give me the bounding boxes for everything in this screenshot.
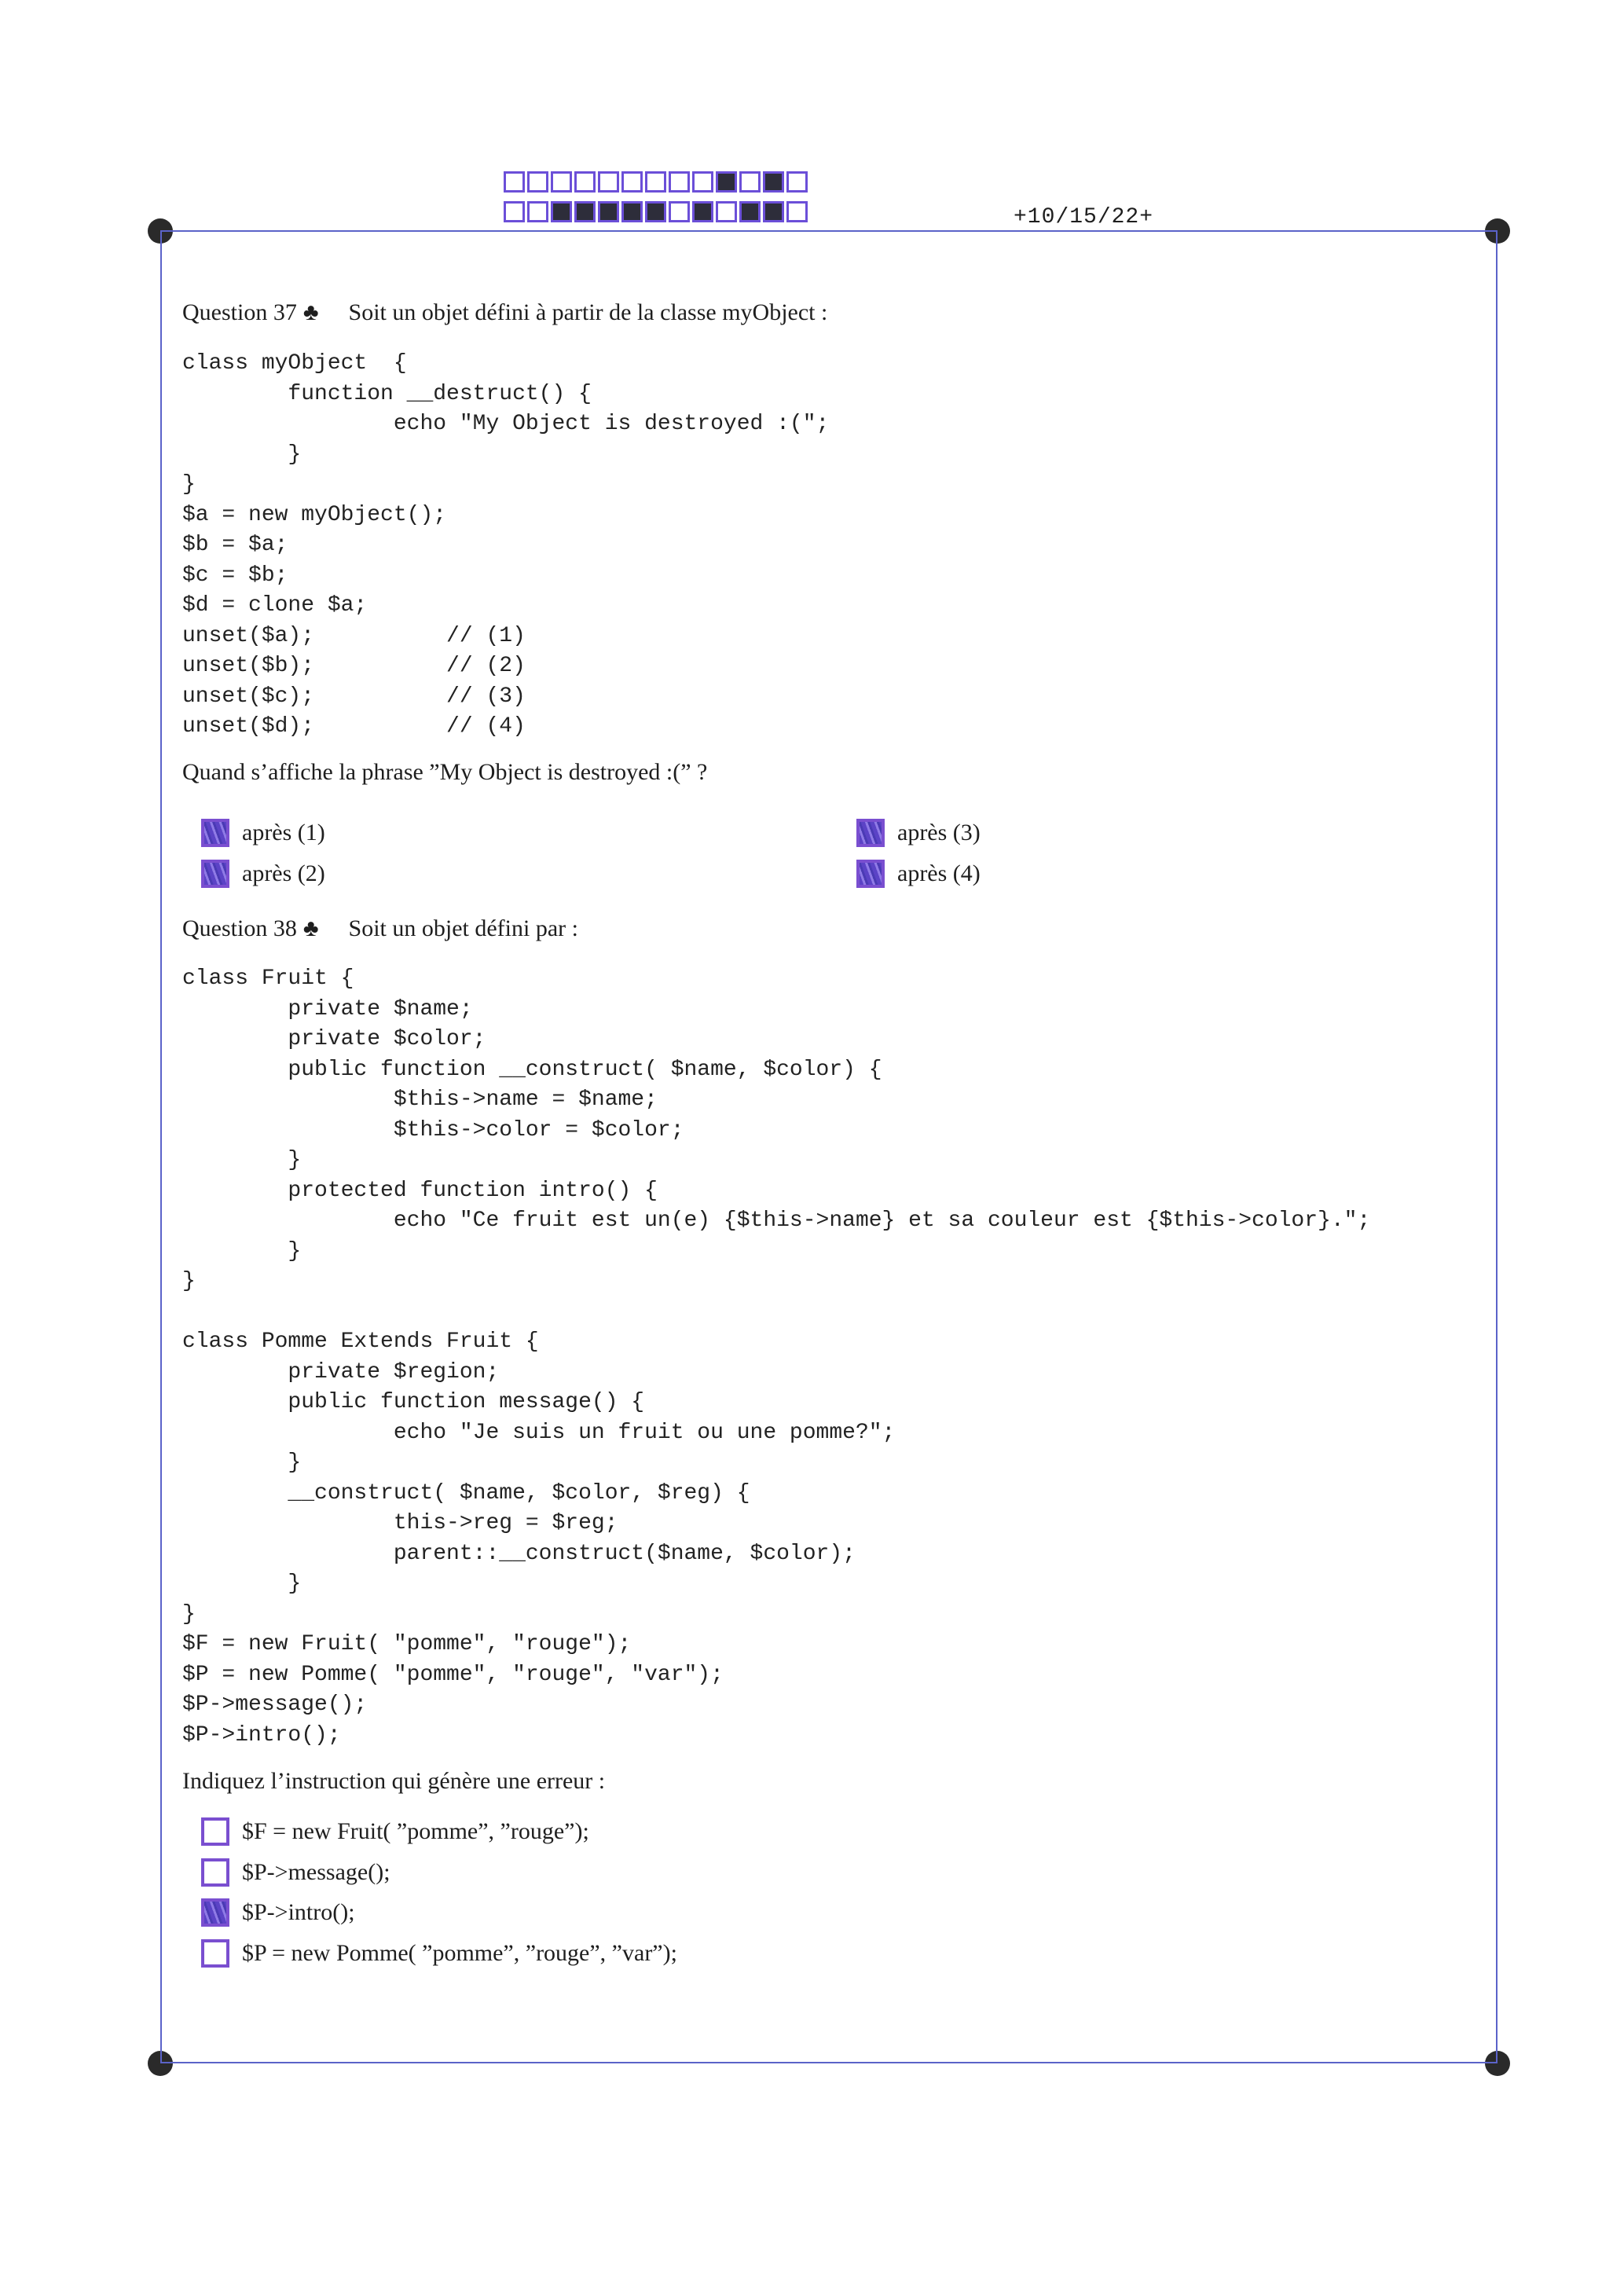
- code-cell: [786, 201, 808, 222]
- code-cell: [763, 201, 784, 222]
- answer-q38-2[interactable]: [201, 1858, 390, 1887]
- answer-q37-2[interactable]: [201, 860, 325, 888]
- question-38-header: [182, 915, 578, 942]
- answer-label: après (3): [897, 820, 981, 845]
- code-cell: [692, 201, 713, 222]
- answer-label: après (4): [897, 860, 981, 886]
- checkbox[interactable]: [856, 819, 885, 847]
- answer-q37-4[interactable]: [856, 860, 981, 888]
- code-cell: [716, 171, 737, 193]
- answer-label: $P->intro();: [242, 1899, 355, 1925]
- checkbox[interactable]: [201, 1858, 229, 1887]
- club-icon: ♣: [302, 915, 319, 941]
- code-cell: [645, 171, 666, 193]
- answer-label: après (1): [242, 820, 325, 845]
- question-prompt: Soit un objet défini par :: [348, 915, 578, 941]
- code-cell: [504, 201, 525, 222]
- club-icon: ♣: [302, 299, 319, 325]
- code-block-q38: class Fruit { private $name; private $color; public function __construct( $name, $color) { $this->name = $name; $this->color = $color; } protected function intro() { echo "Ce fruit est un(e) {$this->name} et sa couleur est {$this->color}."; } } class Pomme Extends Fruit { private $region; public function message() { echo "Je suis un fruit ou une pomme?"; } __construct( $name, $color, $reg) { this->reg = $reg; parent::__construct($name, $color); } } $F = new Fruit( "pomme", "rouge"); $P = new Pomme( "pomme", "rouge", "var"); $P->message(); $P->intro();: [182, 966, 1371, 1748]
- code-cell: [527, 171, 548, 193]
- code-cell: [621, 201, 643, 222]
- code-cell: [527, 201, 548, 222]
- code-cell: [574, 201, 596, 222]
- checkbox[interactable]: [201, 1898, 229, 1927]
- question-number: Question 37: [182, 299, 297, 325]
- checkbox[interactable]: [856, 860, 885, 888]
- answer-q38-4[interactable]: [201, 1939, 677, 1968]
- code-cell: [786, 171, 808, 193]
- question-37-text: Quand s’affiche la phrase ”My Object is destroyed :(” ?: [182, 759, 708, 785]
- answer-q37-1[interactable]: [201, 819, 325, 847]
- checkbox[interactable]: [201, 819, 229, 847]
- answer-q38-3[interactable]: [201, 1898, 355, 1927]
- code-cell: [669, 171, 690, 193]
- code-cell: [739, 171, 761, 193]
- code-cell: [692, 171, 713, 193]
- page-code-row-2: [504, 201, 808, 222]
- question-37-header: [182, 299, 827, 326]
- question-prompt: Soit un objet défini à partir de la classe myObject :: [348, 299, 828, 325]
- code-cell: [598, 201, 619, 222]
- code-cell: [739, 201, 761, 222]
- page-id: +10/15/22+: [1014, 205, 1154, 229]
- code-cell: [574, 171, 596, 193]
- code-cell: [763, 171, 784, 193]
- answer-label: $F = new Fruit( ”pomme”, ”rouge”);: [242, 1818, 589, 1844]
- code-cell: [598, 171, 619, 193]
- checkbox[interactable]: [201, 860, 229, 888]
- answer-q37-3[interactable]: [856, 819, 981, 847]
- checkbox[interactable]: [201, 1817, 229, 1846]
- code-cell: [645, 201, 666, 222]
- page-code-row-1: [504, 171, 808, 193]
- answer-label: $P = new Pomme( ”pomme”, ”rouge”, ”var”);: [242, 1940, 677, 1966]
- answer-q38-1[interactable]: [201, 1817, 589, 1846]
- checkbox[interactable]: [201, 1939, 229, 1968]
- code-block-q37: class myObject { function __destruct() { echo "My Object is destroyed :("; } } $a = new myObject(); $b = $a; $c = $b; $d = clone $a; unset($a); // (1) unset($b); // (2) unset($c); // (3) unset($d); // (4): [182, 351, 830, 739]
- answer-label: $P->message();: [242, 1859, 390, 1885]
- code-cell: [669, 201, 690, 222]
- code-cell: [716, 201, 737, 222]
- code-cell: [551, 201, 572, 222]
- question-38-text: Indiquez l’instruction qui génère une erreur :: [182, 1768, 606, 1794]
- code-cell: [551, 171, 572, 193]
- code-cell: [504, 171, 525, 193]
- code-cell: [621, 171, 643, 193]
- answer-label: après (2): [242, 860, 325, 886]
- question-number: Question 38: [182, 915, 297, 941]
